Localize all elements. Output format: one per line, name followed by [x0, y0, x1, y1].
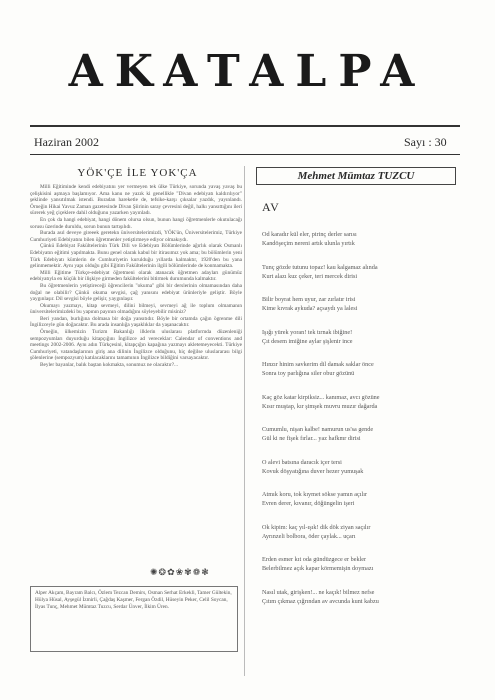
poem-stanza — [262, 588, 462, 606]
poem-stanza — [262, 425, 462, 443]
poem-line: Kandöşeçim nereni artık ulunla yırtık — [262, 240, 355, 247]
issue-number: Sayı : 30 — [404, 135, 447, 149]
poem-line: Hınzır hinim savkerim dil damak saklar önce — [262, 361, 374, 368]
poem-line: Kime kıvrak aykuda? açsaydı ya lalesi — [262, 305, 358, 312]
poem-stanza — [262, 393, 462, 411]
article-paragraph: Burada asıl deveye gireeek geretekn üniversitelerimizdi, YÖK'ün, Üniversitelerimiz, Türkiye Cumhuriyeti Edebiyatını bilen öğretmenler yetiştirmeye ediyor olmakıydı. — [30, 230, 242, 243]
article-body — [30, 184, 242, 554]
poem-line: Kurt alazı kuz çeker, teri mercek dirisi — [262, 272, 358, 280]
poem-line: Işığı yürek yoran! tek tırnak ibiğine! — [262, 328, 353, 336]
poem-line: Nasıl utak, girişken!... ne kaçık! bilmez nefse — [262, 588, 375, 596]
poem-line: Çıt desem imiğine aylar şişlenir ince — [262, 337, 353, 345]
article-paragraph: Beyler bayanlar, balık baştan kokmakta, sonumuz ne olacaktır?... — [40, 362, 179, 369]
poem-stanza — [262, 360, 462, 378]
poem-stanza — [262, 458, 462, 476]
article-paragraph: Okumayı yazmayı, kitap sevmeyi, dilini bilmeyi, sevmeyi ağ ile toplum olmamanın üniversitelerimizdeki bu yapının payının olmadığını söyleyebilir misiniz? — [30, 302, 242, 316]
poem-line: Erden esmer kıt oda gündüzgece er bekler — [262, 556, 367, 563]
article-paragraph: Örneğin, ülkemizin Turizm Bakanlığı ilklerin uluslarası platformda düzenleniği sempozyumları duyurduğu kitapçığını İngilizce ad vereceklar: Calendar of conventions and meetings 2002-2006. Aynı adın Türkçesini, kitapçığın kapağına yazmayı akletemeyecekti. Türkiye Cumhuriyeti, vatandaşlarının giriş ana dilinin İngilizce olduğunu, hiç değilse uluslararası bilgi şölenlerine (sempozyum) katılacaklarını tamamının İngilizce bildiğini varsayacaktır. — [30, 329, 242, 362]
poem-line: Tunç gözde tutunu topaz! kau kalgamaz alında — [262, 263, 378, 271]
poem-line: Kaç göz katar kirpiksiz... kanımaz, avcı gözüne — [262, 393, 380, 401]
poem-stanza — [262, 263, 462, 281]
poem-line: Cumumlu, nişan kalbe! namurun us'sa gende — [262, 426, 374, 433]
poem-line: Od karadır kül eler, pirinç derler sarısı — [262, 231, 357, 238]
poem-stanza — [262, 328, 462, 346]
poem-line: Çıtım çıkmaz çığrından av avcunda kunt kabzu — [262, 597, 379, 605]
article-paragraph: Bu öğretmenlerin yetiştireceği öğrencilerin "okuma" gibi bir derslerinin olmamasından daha doğal ne olabilir? Çünkü okuma sevgisi, çağ yanısını edebiyat ürünleriyle geliştir. Böyle yaygınlaşır. Dil sevgisi böyle gelişir, yaygınlaşır. — [30, 282, 242, 303]
poem-stanza — [262, 523, 462, 541]
ornament-divider: ✺❂✿❀✾❁❃ — [150, 567, 210, 577]
contributors-box: Alper Akçam, Bayram Balcı, Özlem Tezcan Demirs, Osman Serhat Erkekli, Tamer Gültekin, Hülya Hüsal, Ayşegül İzmirli, Çağdaş Kaşmer, Fergan Özdil, Hüseyin Peker, Celil Soycan, İlyas Tunç, Mehmet Mümtaz Tuzcu, Serdar Ünver, İlkim Üren. — [30, 586, 238, 652]
poem-line: Gül ki ne fişek fırlar... yaz hafkmr dirisi — [262, 435, 361, 442]
poem-line: Kovuk döşyatığına duver hezer yumuşak — [262, 467, 364, 475]
poem-line: O alevi batsına daracık içer tersi — [262, 458, 342, 466]
poem-body — [262, 230, 462, 620]
article-paragraph: Çünkü Edebiyat Fakültelerinin Türk Dili ve Edebiyatı Bölümlerinde ağırlık olarak Osmanlı Edebiyatın eğitimi yapılmakta. Bunu genel olarak kabul bir itirasımız yok ama; bu bölümlerin yeni Türk Edebiyatı kümlerin de Cumhuriyetin kurulduğu yıllarda kalmaktır, 1920'den bu yana gelinmemektir. Aynı yapı olduğu gibi Eğitim Fakültelerinin ilgili bölümlerinde de konmamakta. — [30, 243, 242, 270]
poem-line: Kısır muştap, kır şimşek muvru muzır dağarda — [262, 402, 378, 410]
article-title: YÖK'ÇE İLE YOK'ÇA — [77, 167, 198, 179]
header-rule-bottom — [30, 154, 460, 155]
poem-stanza — [262, 490, 462, 508]
masthead-title: AKATALPA — [68, 46, 427, 97]
poem-line: Belerbilmez açık kapar körmemişin doymazı — [262, 565, 374, 572]
article-paragraph: Beri yandan, burlığına dolmasa bir doğa yansıtıdır. Böyle bir ortamda çağın ögrenme dili İngilizceyle gün doğacaktır. Bu arada insanlığa yaşaklıklar da yaşanacaktır. — [30, 315, 242, 329]
poem-line: Sonra toy parlığına siler obur gözünü — [262, 370, 355, 377]
article-paragraph: Milli Eğitiminde kendi edebiyatını yer vermeyen tek ülke Türkiye, sorunda yavaş yavaş bu çelişkisini aşmaya başlamıyor. Ama kanu ne yazık ki genellikle "Divan edebiyatı kaldırılıyor" şeklinde yansıtılmak istendi. Buradan hareketle de, tefsike-karşı çıksalar yazdık, yayınlandı. Örneğin Hikai Yavuz Zaman gazetesinde Divan Şiirinin saray çevresini değil, halkı yansıttığını ileri sürerek yeğ çiçeklere dahil olduğunu yazarken yayınladı. — [30, 184, 242, 217]
poem-stanza — [262, 295, 462, 313]
header-rule-top — [30, 125, 460, 127]
article-paragraph: En çok da hangi edebiyat, hangi dönem olursa olsun, bunun hangi öğretmenlerle okutulacağı sorusu üzerinde duruldu, sorun bunun tartışılıdı. — [30, 216, 242, 230]
poem-line: Atmık koru, tok kıymet sökse yamın açılır — [262, 491, 368, 498]
poem-author: Mehmet Mümtaz TUZCU — [256, 167, 456, 185]
poem-line: Ok kipim: kaç yıl-ışık! dik dök ziyan saçılır — [262, 523, 371, 531]
poem-line: Evren derer, kıvanır, döğüngelin işeri — [262, 500, 355, 507]
column-divider — [244, 166, 245, 676]
poem-title: AV — [262, 200, 280, 214]
issue-date: Haziran 2002 — [34, 135, 99, 149]
article-paragraph: Milli Eğitime Türkçe-edebiyat öğretmeni olarak atanacak öğretmen adayları günümüz edebiyatıyla en küçük bir ilişkiye girmeden fakültelerini bitirmek durumunda kalmaktır. — [30, 269, 242, 283]
poem-stanza — [262, 230, 462, 248]
poem-line: Ayrınzeli bolbora, öder çaylak... uçarı — [262, 532, 356, 540]
poem-stanza — [262, 555, 462, 573]
poem-line: Bilir boyrat hem uyur, zar zırlatır irisi — [262, 296, 356, 303]
